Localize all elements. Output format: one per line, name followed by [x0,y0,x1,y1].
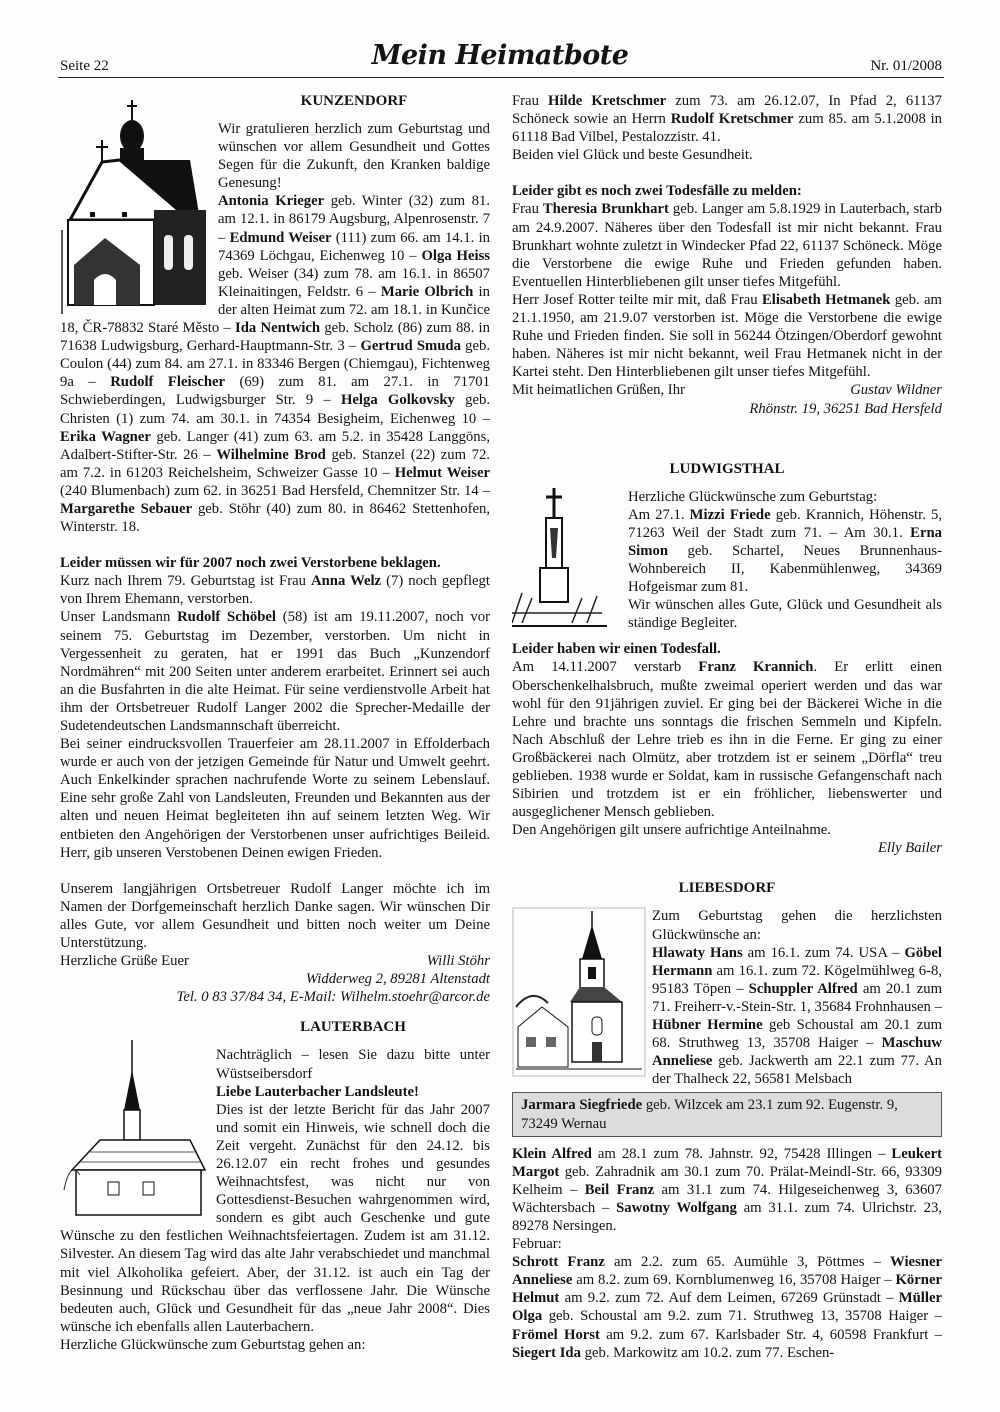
text-run: am 9.2. zum 72. Auf dem Leimen, 67269 Grünstadt – [559,1290,899,1307]
body-text: Dies ist der letzte Bericht für das Jahr 2007 und somit ein Hinweis, wie schnell doch die Zeit vergeht. Zunächst für den 24.12. bis 26.12.07 ein recht frohes und gesundes Weihnachtsfest, was nicht nur von Gottesdienst-Besuchen wahrgenommen wird, sondern es gibt auch Geschenke und gute Wünsche zu den festlichen Weihnachtsfeiertagen. Zudem ist am 31.12. Silvester. An diesem Tag wird das alte Jahr verabschiedet und manchmal mit viel Alkoholika gefeiert. Aber, der 31.12. ist auch ein Tag der Besinnung und Rückschau über das verflossene Jahr. Die Wünsche bedeuten auch, Glück und Gesundheit für das „neue Jahr 2008“. Dies wünsche ich ebenfalls allen Lauterbachern. [60,1101,490,1335]
masthead-logo: Mein Heimatbote [371,40,629,71]
section-liebesdorf [512,879,942,1361]
highlighted-birthday [512,1092,942,1136]
greeting: Herzliche Grüße Euer [60,953,189,970]
person-name: Gertrud Smuda [360,338,461,355]
chapel-illustration-icon [60,1040,210,1220]
section-heading: LAUTERBACH [300,1019,406,1036]
person-name: Hlawaty Hans [652,944,743,961]
person-name: Jarmara Siegfriede [521,1097,643,1114]
text-run: Am 14.11.2007 verstarb [512,659,699,676]
section-lauterbach-continued [512,92,942,418]
person-name: Klein Alfred [512,1145,592,1162]
section-heading: LUDWIGSTHAL [669,460,785,477]
person-name: Anna Welz [311,573,382,590]
condolence-text: Den Angehörigen gilt unsere aufrichtige Anteilnahme. [512,822,831,839]
section-heading: KUNZENDORF [300,93,408,109]
text-run: am 9.2. zum 67. Karlsbader Str. 4, 60598 Frankfurt – [599,1326,942,1343]
church-illustration-icon [60,100,212,314]
text-run: zum 85. am 5.1.2008 in 61118 Bad Vilbel, Pestalozzistr. 41. [512,111,943,146]
person-name: Maschuw Anneliese [652,1035,942,1070]
text-run: (7) noch gepflegt von Ihrem Ehemann, verstorben. [60,573,490,608]
author-name: Willi Stöhr [426,953,490,970]
person-name: Erika Wagner [60,428,151,445]
intro-text: Wir gratulieren herzlich zum Geburtstag und wünschen vor allem Gesundheit und Gottes Segen für die Zukunft, den Kranken baldige Genesung! [218,121,490,192]
section-kunzendorf [60,92,490,1006]
obituary [512,658,942,821]
text-run: Herr Josef Rotter teilte mir mit, daß Frau [512,291,762,308]
person-name: Helmut Weiser [394,464,490,481]
text-run: geb. Winter (32) zum 81. am 12.1. in 86179 Augsburg, Alpenrosenstr. 7 – [218,193,490,246]
text-run: Frau [512,201,543,218]
person-name: Schuppler Alfred [748,980,858,997]
obituary [60,608,490,735]
author-contact: Tel. 0 83 37/84 34, E-Mail: Wilhelm.stoehr@arcor.de [176,989,490,1006]
obituary [512,200,942,290]
text-run: geb. Schartel, Neues Brunnenhaus-Wohnbereich II, Kabenmühlenweg, 34369 Hofgeismar zum 81. [628,542,942,596]
thanks-text: Unserem langjährigen Ortsbetreuer Rudolf Langer möchte ich im Namen der Dorfgemeinschaft herzlich Danke sagen. Wir wünschen Dir alles Gute, vor allem Gesundheit und bitten noch weiter um Deine Unterstützung. [60,880,490,952]
right-column [512,92,942,1362]
signature-line [60,952,490,970]
text-run: (58) ist am 19.11.2007, noch vor seinem 75. Geburtstag im Dezember, verstorben. Um nicht in Vergessenheit zu geraten, hat er 1991 das Buch „Kunzendorf Nordmähren“ mit 200 Seiten unter anderem erarbeitet. Erinnert sei auch an die Busfahrten in die alte Heimat. Für seine verdienstvolle Arbeit hat ihm der Ortsbetreuer Rudolf Langer 2002 die Sprecher-Medaille der Sudetendeutschen Landsmannschaft überreicht. [60,609,490,734]
author-address: Rhönstr. 19, 36251 Bad Hersfeld [749,400,942,417]
subheading: Leider haben wir einen Todesfall. [512,641,721,658]
text-run: geb. Stanzel (22) zum 72. am 7.2. in 61203 Reichelsheim, Schweizer Gasse 10 – [60,446,490,481]
text-run: geb. Markowitz am 10.2. zum 77. Eschen- [580,1344,835,1361]
person-name: Hübner Hermine [652,1017,763,1034]
page-number: Seite 22 [60,58,109,74]
church-illustration-icon [512,907,646,1077]
person-name: Siegert Ida [512,1344,581,1361]
note-text: Nachträglich – lesen Sie dazu bitte unter Wüstseibersdorf [216,1047,490,1082]
salutation: Liebe Lauterbacher Landsleute! [216,1083,419,1100]
text-run: geb. Christen (1) zum 74. am 30.1. in 74354 Besigheim, Eichenweg 10 – [60,392,490,427]
person-name: Olga Heiss [421,247,490,264]
text-run: am 31.1 zum 74. Hilgeseichenweg 3, 63607 Wächtersbach – [512,1181,942,1216]
person-name: Mizzi Friede [689,506,771,523]
text-run: am 16.1. zum 74. USA – [742,944,905,961]
text-run: geb. Jackwerth am 22.1 zum 77. An der Thalheck 22, 56581 Melsbach [652,1053,942,1088]
subheading: Leider gibt es noch zwei Todesfälle zu melden: [512,183,802,200]
section-heading: LIEBESDORF [678,880,776,897]
greeting: Mit heimatlichen Grüßen, Ihr [512,382,685,399]
person-name: Sawotny Wolfgang [616,1199,737,1216]
birthday-list [512,1145,942,1235]
section-ludwigsthal [512,460,942,858]
text-run: Frau [512,93,549,109]
obituary [60,572,490,608]
person-name: Rudolf Schöbel [177,609,277,626]
person-name: Göbel Hermann [652,944,942,979]
text-run: geb. Weiser (34) zum 78. am 16.1. in 86507 Kleinaitingen, Feldstr. 6 – [218,265,490,300]
person-name: Franz Krannich [698,659,814,676]
birthday-list [512,92,942,146]
left-column [60,92,490,1354]
person-name: Müller Olga [512,1290,942,1325]
wayside-cross-illustration-icon [512,488,622,628]
text-run: geb. Coulon (44) zum 84. am 27.1. in 83346 Bergen (Chiemgau), Fichtenweg 9a – [60,338,490,391]
obituary [512,291,942,381]
text-run: am 2.2. zum 65. Aumühle 3, Pöttmes – [604,1254,891,1271]
month-label: Februar: [512,1236,562,1253]
text-run: Kurz nach Ihrem 79. Geburtstag ist Frau [60,573,312,590]
author-address: Widderweg 2, 89281 Altenstadt [305,971,490,988]
text-run: zum 73. am 26.12.07, In Pfad 2, 61137 Schöneck sowie an Herrn [512,93,942,128]
text-run: geb. Wilzcek am 23.1 zum 92. Eugenstr. 9, 73249 Wernau [521,1097,898,1132]
intro-text: Zum Geburtstag gehen die herzlichsten Glückwünsche an: [652,908,942,943]
person-name: Rudolf Kretschmer [670,111,794,128]
section-lauterbach [60,1018,490,1354]
text-run: Am 27.1. [628,506,690,523]
person-name: Schrott Franz [512,1254,605,1271]
text-run: . Er erlitt einen Oberschenkelhalsbruch, mußte zweimal operiert werden und das war wohl für den 91jährigen zuviel. Er ging bei der Bäckerei Wiche in die Lehre und brachte uns sonntags die frischen Semmeln und Kipfeln. Nach Abschluß der Lehre trieb es ihn in die Ferne. Er ging zu einer Großbäckerei nach Olmütz, aber trotzdem ist er seinem „Dörfla“ treu geblieben. 1938 wurde er Soldat, kam in russische Gefangenschaft nach Sibirien und trotzdem ist er ein fröhlicher, liebenswerter und ausgeglichener Mensch geblieben. [512,659,942,821]
text-run: geb Schoustal am 20.1 zum 68. Struthweg 13, 35708 Haiger – [652,1017,942,1052]
text-run: (111) zum 66. am 14.1. in 74369 Löchgau, Eichenweg 10 – [218,229,490,264]
text-run: in der alten Heimat zum 72. am 18.1. in Kunčice 18, ČR-78832 Staré Město – [60,283,490,337]
text-run: am 31.1. zum 74. Ulrichstr. 23, 89278 Nersingen. [512,1199,942,1234]
person-name: Leukert Margot [512,1145,943,1180]
funeral-text: Bei seiner eindrucksvollen Trauerfeier am 28.11.2007 in Effolderbach wurde er auch von der jetzigen Gemeinde für Natur und Umwelt geehrt. Auch Enkelkinder sprachen nachrufende Worte zu seinem Lebenslauf. Eine sehr große Zahl von Landsleuten, Freunden und Bekannten aus der alten und neuen Heimat begleiteten ihn auf seinem letzten Weg. Wir entbieten den Angehörigen der Verstorbenen unser aufrichtiges Beileid. Herr, gib unseren Verstobenen Deinen ewigen Frieden. [60,736,490,861]
text-run: geb. Langer (41) zum 63. am 5.2. in 35428 Langgöns, Adalbert-Stifter-Str. 26 – [60,428,490,463]
person-name: Theresia Brunkhart [542,201,669,218]
text-run: geb. Schoustal am 9.2. zum 71. Struthweg 13, 35708 Haiger – [542,1308,942,1325]
text-run: am 20.1 zum 71. Freiherr-v.-Stein-Str. 1, 35684 Frohnhausen – [652,980,942,1015]
person-name: Wiesner Anneliese [512,1254,942,1289]
wish-text: Wir wünschen alles Gute, Glück und Gesundheit als ständige Begleiter. [628,597,942,632]
text-run: geb. am 21.1.1950, am 21.9.07 verstorben ist. Möge die Verstorbene die ewige Ruhe und Frieden finden. Sie soll in 56244 Ötzingen/Oberdorf gewohnt haben. Näheres ist mir nicht bekannt, weil Frau Hetmanek nicht in der Kartei steht. Den Hinterbliebenen gilt unser tiefes Mitgefühl. [512,291,942,381]
wish-text: Beiden viel Glück und beste Gesundheit. [512,147,753,164]
text-run: am 16.1. zum 72. Kögelmühlweg 6-8, 95183 Töpen – [652,962,942,997]
person-name: Erna Simon [628,524,942,559]
intro-text: Herzliche Glückwünsche zum Geburtstag: [628,488,878,505]
birthday-intro: Herzliche Glückwünsche zum Geburtstag gehen an: [60,1336,366,1353]
person-name: Antonia Krieger [218,193,325,210]
person-name: Elisabeth Hetmanek [761,291,891,308]
birthday-list [512,1253,942,1362]
person-name: Frömel Horst [512,1326,600,1343]
person-name: Hilde Kretschmer [548,93,667,109]
person-name: Körner Helmut [512,1272,942,1307]
text-run: am 28.1 zum 78. Jahnstr. 92, 75428 Illingen – [591,1145,892,1162]
person-name: Edmund Weiser [229,229,332,246]
subheading: Leider müssen wir für 2007 noch zwei Verstorbene beklagen. [60,555,441,572]
text-run: (69) zum 81. am 27.1. in 71701 Schwieberdingen, Ludwigsburger Str. 9 – [60,374,490,409]
text-run: (240 Blumenbach) zum 62. in 36251 Bad Hersfeld, Chemnitzer Str. 14 – [60,482,490,499]
person-name: Wilhelmine Brod [216,446,326,463]
text-run: geb. Scholz (86) zum 88. in 71638 Ludwigsburg, Gerhard-Hauptmann-Str. 3 – [60,320,490,355]
author-name: Gustav Wildner [850,382,942,399]
person-name: Marie Olbrich [380,283,474,300]
text-run: Unser Landsmann [60,609,178,626]
header-rule [58,77,944,78]
signature-line [512,381,942,399]
issue-number: Nr. 01/2008 [870,58,942,74]
text-run: geb. Langer am 5.8.1929 in Lauterbach, starb am 24.9.2007. Näheres über den Todesfall ist mir nicht bekannt. Frau Brunkhart wohnte zuletzt in Windecker Pfad 22, 61137 Schöneck. Möge die Verstorbene die ewige Ruhe und Frieden gefunden haben. Eventuellen Hinterbliebenen gilt unser tiefes Mitgefühl. [512,201,942,290]
person-name: Helga Golkovsky [340,392,455,409]
person-name: Beil Franz [584,1181,655,1198]
text-run: geb. Krannich, Höhenstr. 5, 71263 Weil der Stadt zum 71. – Am 30.1. [628,506,942,541]
text-run: geb. Zahradnik am 30.1 zum 70. Prälat-Meindl-Str. 66, 93309 Kelheim – [512,1163,942,1198]
text-run: geb. Stöhr (40) zum 80. in 86462 Stettenhofen, Winterstr. 18. [60,500,491,536]
person-name: Ida Nentwich [235,320,321,337]
person-name: Rudolf Fleischer [110,374,226,391]
author-name: Elly Bailer [877,840,942,857]
text-run: am 8.2. zum 69. Kornblumenweg 16, 35708 Haiger – [572,1272,896,1289]
person-name: Margarethe Sebauer [60,500,193,517]
